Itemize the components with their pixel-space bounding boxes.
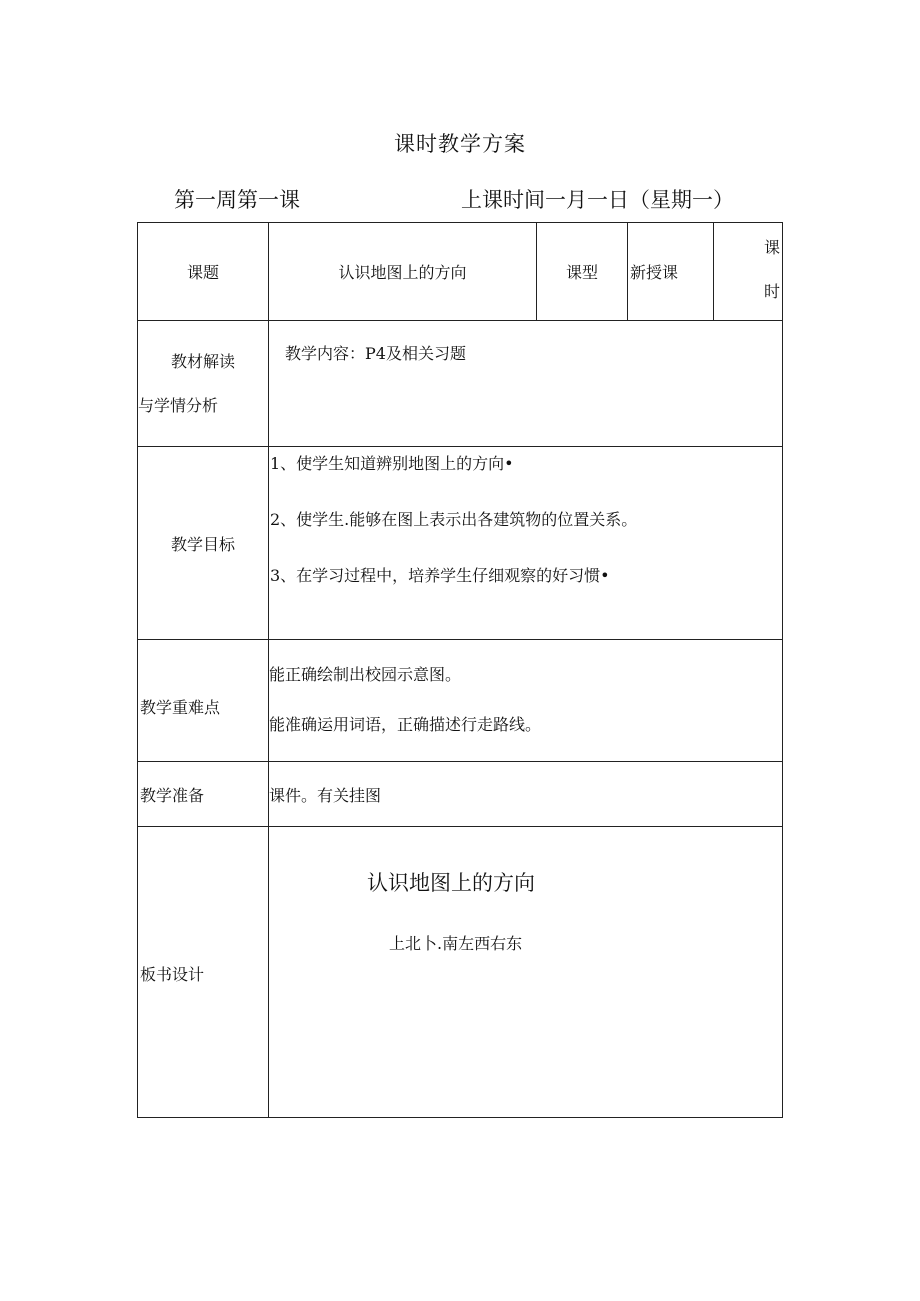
board-subtitle: 上北卜.南左西右东 (389, 934, 523, 953)
goal-item: 2、使学生.能够在图上表示出各建筑物的位置关系。 (270, 510, 638, 529)
table-row-topic (138, 223, 783, 321)
board-content (269, 827, 783, 1118)
table-row-key (138, 640, 783, 762)
table-row-prep (138, 762, 783, 827)
class-time: 上课时间一月一日（星期一） (461, 188, 734, 212)
key-label: 教学重难点 (138, 640, 269, 762)
period-label-line2: 时 (763, 282, 780, 301)
topic-label: 课题 (138, 223, 269, 321)
prep-content: 课件。有关挂图 (269, 762, 783, 827)
table-row-material (138, 321, 783, 447)
prep-label: 教学准备 (138, 762, 269, 827)
key-item: 能准确运用词语，正确描述行走路线。 (269, 715, 542, 734)
lesson-plan-table (137, 222, 783, 1118)
material-label-line1: 教材解读 (170, 351, 235, 371)
period-label-line1: 课 (763, 238, 780, 257)
key-item: 能正确绘制出校园示意图。 (269, 665, 462, 684)
goals-label: 教学目标 (138, 447, 269, 640)
type-label: 课型 (537, 223, 628, 321)
goals-content (269, 447, 783, 640)
table-row-goals (138, 447, 783, 640)
week-lesson: 第一周第一课 (174, 188, 300, 212)
goal-item: 1、使学生知道辨别地图上的方向• (270, 454, 514, 473)
material-label-line2: 与学情分析 (138, 395, 219, 415)
board-title: 认识地图上的方向 (367, 871, 535, 895)
topic-value: 认识地图上的方向 (269, 223, 537, 321)
table-row-board (138, 827, 783, 1118)
material-content: 教学内容：P4及相关习题 (269, 321, 783, 447)
page-title: 课时教学方案 (394, 132, 526, 156)
material-label (138, 321, 269, 447)
goal-item: 3、在学习过程中，培养学生仔细观察的好习惯• (270, 566, 610, 585)
board-label: 板书设计 (138, 827, 269, 1118)
period-label (714, 223, 783, 321)
type-value: 新授课 (628, 223, 714, 321)
key-content (269, 640, 783, 762)
